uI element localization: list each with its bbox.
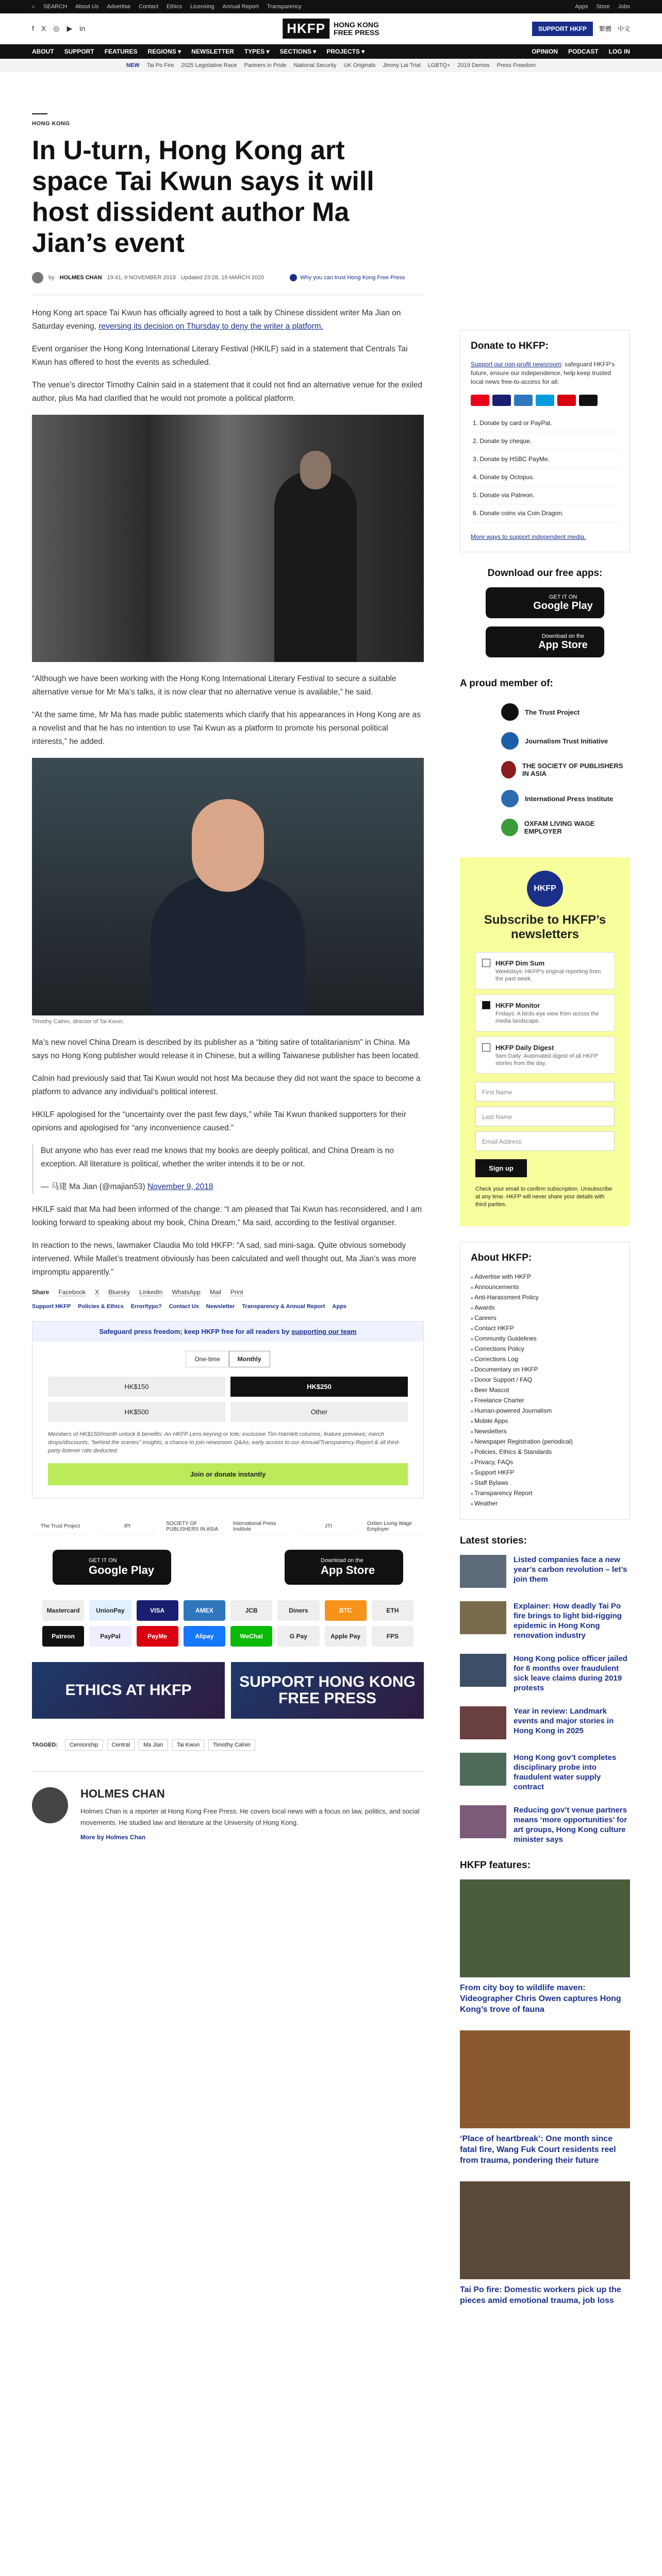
partner-logo[interactable]: JTI	[300, 1519, 357, 1534]
partner-logos	[32, 1519, 424, 1534]
member-logo[interactable]: International Press Institute	[460, 784, 630, 813]
amount-option-selected[interactable]: HK$250	[230, 1377, 408, 1397]
apple-pay-icon	[579, 395, 598, 406]
paragraph: In reaction to the news, lawmaker Claudia Mo told HKFP: “A sad, sad mini-saga. Quite obvious somebody intervened. While Mallet’s treatment obviously has been calculated and well thought out, Ma Jian’s was more impromptu apparently.”	[32, 1241, 417, 1277]
google-pay-icon: G Pay	[277, 1626, 319, 1647]
donate-option[interactable]: 6. Donate coins via Coin Dragon.	[471, 504, 619, 522]
youtube-icon[interactable]: ▶	[67, 24, 73, 32]
sidebar-heading: About HKFP:	[471, 1252, 532, 1263]
nav-item-podcast[interactable]: PODCAST	[568, 48, 599, 55]
paragraph: Ma’s new novel China Dream is described by its publisher as a “biting satire of totalitarianism” in China. Ma says no Hong Kong publisher would release it in Chinese, but a willing Taiwanese publisher has been located.	[32, 1038, 420, 1060]
language-switch-secondary[interactable]: 中文	[617, 25, 630, 32]
story-thumbnail	[460, 1555, 506, 1588]
tweet-signature: — 马建 Ma Jian (@majian53) November 9, 2018	[41, 1182, 213, 1191]
topbar-link-store[interactable]: Store	[596, 4, 610, 10]
trending-item[interactable]: Press Freedom	[496, 62, 536, 69]
share-print[interactable]: Print	[230, 1289, 243, 1296]
social-links	[32, 24, 85, 33]
trending-item[interactable]: 2019 Demos	[457, 62, 490, 69]
trending-item[interactable]: LGBTQ+	[427, 62, 451, 69]
trust-link[interactable]: Why you can trust Hong Kong Free Press	[290, 274, 405, 281]
share-facebook[interactable]: Facebook	[58, 1289, 86, 1296]
inline-link[interactable]: reversing its decision on Thursday to deny the writer a platform.	[98, 322, 323, 331]
paragraph: Event organiser the Hong Kong International Literary Festival (HKILF) said in a statement that Centrals Tai Kwun has offered to host the events as scheduled.	[32, 345, 408, 367]
paypal-icon	[536, 395, 554, 406]
main-nav	[0, 44, 662, 59]
nav-item-login[interactable]: LOG IN	[608, 48, 630, 55]
sidebar-heading: HKFP features:	[460, 1860, 531, 1871]
share-bluesky[interactable]: Bluesky	[108, 1289, 130, 1296]
search-icon[interactable]: ⌕	[32, 3, 36, 10]
paragraph: Hong Kong art space Tai Kwun has officially agreed to host a talk by Chinese dissident writer Ma Jian on Saturday evening, reversing its decision on Thursday to deny the writer a platform.	[32, 309, 401, 331]
nav-item-projects[interactable]: PROJECTS ▾	[326, 48, 365, 55]
trending-item[interactable]: 2025 Legislative Race	[181, 62, 237, 69]
feature-item[interactable]: Tai Po fire: Domestic workers pick up the pieces amid emotional trauma, job loss	[460, 2181, 630, 2306]
story-thumbnail	[460, 1753, 506, 1786]
support-team-link[interactable]: supporting our team	[291, 1328, 357, 1335]
feature-image	[460, 1879, 630, 1977]
topbar-link-search[interactable]: SEARCH	[43, 4, 68, 10]
more-by-author-link[interactable]: More by Holmes Chan	[80, 1834, 146, 1841]
nav-item-sections[interactable]: SECTIONS ▾	[279, 48, 317, 55]
nav-item-support[interactable]: SUPPORT	[64, 48, 94, 55]
trending-item[interactable]: Jimmy Lai Trial	[383, 62, 421, 69]
topbar-link-jobs[interactable]: Jobs	[618, 4, 630, 10]
story-thumbnail	[460, 1654, 506, 1687]
about-link[interactable]: ■ Corrections Log	[471, 1354, 619, 1365]
support-links	[32, 1303, 424, 1310]
byline	[32, 272, 424, 283]
about-link[interactable]: ■ Anti-Harassment Policy	[471, 1293, 619, 1303]
amount-options	[32, 1377, 423, 1422]
figure-head	[300, 451, 331, 489]
about-link[interactable]: ■ Documentary on HKFP	[471, 1365, 619, 1375]
newsletter-option[interactable]: HKFP Monitor Fridays: A birds-eye view from across the media landscape.	[475, 994, 615, 1031]
section-label[interactable]: HONG KONG	[32, 121, 70, 127]
story-thumbnail	[460, 1805, 506, 1838]
feature-image	[460, 2030, 630, 2128]
partner-logo[interactable]: International Press Institute	[233, 1519, 290, 1534]
sidebar-heading: Latest stories:	[460, 1535, 527, 1546]
trust-icon	[290, 274, 297, 281]
masthead-actions	[532, 22, 630, 36]
masthead	[0, 13, 662, 44]
story-item[interactable]: Year in review: Landmark events and major stories in Hong Kong in 2025	[460, 1706, 630, 1739]
last-name-field[interactable]: Last Name	[475, 1107, 615, 1126]
nav-item-types[interactable]: TYPES ▾	[244, 48, 270, 55]
language-switch[interactable]: 繁體	[599, 25, 611, 32]
tag[interactable]: Tai Kwun	[172, 1739, 205, 1751]
tag-list	[32, 1739, 424, 1751]
bitcoin-icon: BTC	[325, 1600, 367, 1621]
paragraph: “Although we have been working with the Hong Kong International Literary Festival to secure a suitable alternative venue for Mr Ma’s talks, it is now clear that no alternative venue is available,” he said.	[32, 674, 396, 697]
topbar-link-advertise[interactable]: Advertise	[107, 4, 131, 10]
story-item[interactable]: Reducing gov’t venue partners means ‘more opportunities’ for art groups, Hong Kong culture minister says	[460, 1805, 630, 1844]
facebook-icon[interactable]: f	[32, 24, 34, 32]
google-play-button[interactable]: GET IT ON Google Play	[486, 587, 604, 618]
figure-head	[192, 799, 264, 892]
paragraph: HKILF said that Ma had been informed of the change: “I am pleased that Tai Kwun has reconsidered, and I am looking forward to speaking about my book, China Dream,” Ma said, according to the festival organiser.	[32, 1205, 422, 1227]
support-link[interactable]: Support HKFP	[32, 1303, 71, 1310]
newsletter-signup	[460, 857, 630, 1226]
about-link[interactable]: ■ Contact HKFP	[471, 1324, 619, 1334]
x-icon[interactable]: X	[41, 24, 46, 32]
google-play-button[interactable]: GET IT ON Google Play	[53, 1550, 171, 1585]
alipay-icon: Alipay	[184, 1626, 225, 1647]
sidebar	[460, 72, 630, 2321]
logo-text: HONG KONG FREE PRESS	[334, 20, 379, 37]
donate-widget-header: Safeguard press freedom; keep HKFP free for all readers by supporting our team	[32, 1321, 423, 1342]
about-link[interactable]: ■ Human-powered Journalism	[471, 1406, 619, 1416]
checkbox[interactable]	[482, 959, 490, 967]
jcb-icon: JCB	[230, 1600, 272, 1621]
donate-option[interactable]: 4. Donate by Octopus.	[471, 468, 619, 486]
paypal-icon: PayPal	[89, 1626, 131, 1647]
article	[32, 72, 424, 1841]
frequency-toggle	[32, 1351, 423, 1367]
unionpay-icon: UnionPay	[89, 1600, 131, 1621]
story-thumbnail	[460, 1601, 506, 1634]
newsletter-option[interactable]: HKFP Dim Sum Weekdays: HKFP’s original reporting from the past week.	[475, 952, 615, 989]
about-link[interactable]: ■ Corrections Policy	[471, 1344, 619, 1354]
support-hkfp-button[interactable]: SUPPORT HKFP	[532, 22, 593, 36]
donate-widget	[32, 1321, 424, 1498]
trending-item[interactable]: Partners in Pride	[244, 62, 287, 69]
app-store-button[interactable]: Download on the App Store	[285, 1550, 403, 1585]
share-bar	[32, 1289, 424, 1296]
paragraph: Calnin had previously said that Tai Kwun would not host Ma because they did not want the space to become a platform to advance any individual’s political interest.	[32, 1074, 421, 1096]
tag-label: TAGGED:	[32, 1742, 58, 1748]
amex-icon: AMEX	[184, 1600, 225, 1621]
sidebar-heading: Donate to HKFP:	[471, 341, 549, 351]
payme-icon: PayMe	[137, 1626, 178, 1647]
support-banner[interactable]: SUPPORT HONG KONG FREE PRESS	[231, 1662, 424, 1719]
share-label: Share	[32, 1289, 49, 1296]
checkbox-checked[interactable]	[482, 1001, 490, 1009]
member-logo[interactable]: OXFAM LIVING WAGE EMPLOYER	[460, 813, 630, 842]
tweet-text: But anyone who has ever read me knows that my books are deeply political, and China Dream is no exception. All literature is political, whether the writer intends it to be or not.	[41, 1146, 394, 1168]
instagram-icon[interactable]: ◎	[53, 24, 60, 32]
hkfp-features	[460, 1860, 630, 2306]
donate-option[interactable]: 1. Donate by card or PayPal.	[471, 414, 619, 432]
partner-logo[interactable]: The Trust Project	[32, 1519, 89, 1534]
about-link[interactable]: ■ Community Guidelines	[471, 1334, 619, 1344]
about-box	[460, 1242, 630, 1520]
topbar-link-annual-report[interactable]: Annual Report	[222, 4, 259, 10]
amount-option[interactable]: HK$150	[48, 1377, 225, 1397]
trending-label: NEW	[126, 62, 140, 69]
frequency-one-time[interactable]: One-time	[186, 1351, 228, 1367]
about-link[interactable]: ■ Announcements	[471, 1282, 619, 1293]
diners-icon: Diners	[277, 1600, 319, 1621]
app-buttons	[32, 1550, 424, 1585]
member-logo[interactable]: The Trust Project	[460, 698, 630, 726]
story-item[interactable]: Explainer: How deadly Tai Po fire brings to light bid-rigging epidemic in Hong Kong renovation industry	[460, 1601, 630, 1640]
about-link[interactable]: ■ Freelance Charter	[471, 1396, 619, 1406]
support-link[interactable]: Newsletter	[206, 1303, 235, 1310]
byline-author[interactable]: HOLMES CHAN	[59, 275, 102, 281]
publish-date: 19:41, 9 NOVEMBER 2018	[107, 275, 176, 281]
author-name[interactable]: HOLMES CHAN	[80, 1787, 165, 1800]
article-headline: In U-turn, Hong Kong art space Tai Kwun says it will host dissident author Ma Jian’s event	[32, 135, 374, 258]
sidebar-heading: Download our free apps:	[487, 568, 603, 579]
trending-item[interactable]: Tai Po Fire	[146, 62, 174, 69]
about-link[interactable]: ■ Privacy, FAQs	[471, 1458, 619, 1468]
nonprofit-link[interactable]: Support our non-profit newsroom	[471, 361, 561, 368]
membership-description: Members of HK$150/month unlock 8 benefits: An HKFP Lens keyring or tote; exclusive Tim Hamlett columns; feature previews; merch drops/discounts; "behind the scenes" insights; a chance to join newsroom Q&As; early access to our Annual/Transparency Report & all third-party listener rate deducted.	[48, 1431, 400, 1454]
article-photo-ma-jian	[32, 415, 424, 662]
fps-icon: FPS	[372, 1626, 413, 1647]
payme-icon	[557, 395, 576, 406]
trending-item[interactable]: National Security	[293, 62, 337, 69]
share-whatsapp[interactable]: WhatsApp	[172, 1289, 201, 1296]
updated-date: Updated 23:28, 19 MARCH 2020	[180, 275, 264, 281]
story-thumbnail	[460, 1706, 506, 1739]
section-rule	[32, 113, 47, 114]
donate-sidebar-box	[460, 330, 630, 552]
author-box	[32, 1771, 424, 1841]
logo-mark: HKFP	[283, 19, 329, 39]
app-store-button[interactable]: Download on the App Store	[486, 626, 604, 657]
about-link[interactable]: ■ Staff Bylaws	[471, 1478, 619, 1488]
mastercard-icon	[471, 395, 489, 406]
share-linkedin[interactable]: LinkedIn	[139, 1289, 163, 1296]
trending-bar	[0, 59, 662, 72]
figure	[151, 876, 305, 1015]
trending-item[interactable]: UK Originals	[343, 62, 376, 69]
story-item[interactable]: Listed companies face a new year’s carbon revolution – let’s join them	[460, 1555, 630, 1588]
donate-option[interactable]: 5. Donate via Patreon.	[471, 486, 619, 504]
support-link[interactable]: Apps	[332, 1303, 346, 1310]
figure	[274, 471, 357, 662]
frequency-monthly[interactable]: Monthly	[229, 1351, 270, 1367]
tag[interactable]: Central	[107, 1739, 135, 1751]
paragraph: “At the same time, Mr Ma has made public statements which clarify that his appearances in Hong Kong are as a novelist and that he has no intention to use Tai Kwun as a platform to promote his personal political interests,” he added.	[32, 710, 421, 746]
newsletter-logo: HKFP	[527, 871, 563, 907]
visa-icon: VISA	[137, 1600, 178, 1621]
article-photo-calnin	[32, 758, 424, 1015]
feature-item[interactable]: ‘Place of heartbreak’: One month since fatal fire, Wang Fuk Court residents reel from trauma, pondering their future	[460, 2030, 630, 2166]
patreon-icon: Patreon	[42, 1626, 84, 1647]
tweet-date-link[interactable]: November 9, 2018	[147, 1182, 213, 1191]
newsletter-title: Subscribe to HKFP’s newsletters	[484, 913, 606, 941]
sidebar-heading: A proud member of:	[460, 678, 553, 689]
nav-item-regions[interactable]: REGIONS ▾	[147, 48, 181, 55]
author-info	[80, 1787, 424, 1841]
about-link[interactable]: ■ Careers	[471, 1313, 619, 1324]
embedded-tweet	[32, 1144, 424, 1194]
topbar-link-transparency[interactable]: Transparency	[267, 4, 302, 10]
more-ways-link[interactable]: More ways to support independent media.	[471, 533, 586, 540]
about-link[interactable]: ■ Weather	[471, 1499, 619, 1509]
wechat-pay-icon: WeChat	[230, 1626, 272, 1647]
about-link[interactable]: ■ Policies, Ethics & Standards	[471, 1447, 619, 1458]
story-item[interactable]: Hong Kong gov’t completes disciplinary probe into fraudulent water supply contract	[460, 1753, 630, 1792]
linkedin-icon[interactable]: in	[79, 24, 86, 32]
payment-methods	[32, 1600, 424, 1647]
paragraph: HKILF apologised for the “uncertainty over the past few days,” while Tai Kwun thanked supporters for their opinions and apologised for “any inconvenience caused.”	[32, 1110, 407, 1132]
about-link[interactable]: ■ Support HKFP	[471, 1468, 619, 1478]
about-link[interactable]: ■ Transparency Report	[471, 1488, 619, 1499]
signup-button[interactable]: Sign up	[475, 1159, 527, 1177]
nav-item-about[interactable]: ABOUT	[32, 48, 54, 55]
member-logo[interactable]: Journalism Trust Initiative	[460, 726, 630, 755]
amex-icon	[514, 395, 533, 406]
tag[interactable]: Censorship	[65, 1739, 103, 1751]
partner-logo[interactable]: SOCIETY OF PUBLISHERS IN ASIA	[166, 1519, 223, 1534]
byline-by: by	[48, 275, 55, 281]
topbar-link-apps[interactable]: Apps	[575, 4, 588, 10]
latest-stories	[460, 1535, 630, 1844]
author-avatar	[32, 272, 43, 283]
about-link[interactable]: ■ Advertise with HKFP	[471, 1272, 619, 1282]
topbar-link-ethics[interactable]: Ethics	[167, 4, 183, 10]
topbar-link-contact[interactable]: Contact	[139, 4, 159, 10]
tag[interactable]: Ma Jian	[139, 1739, 168, 1751]
apple-pay-icon: Apple Pay	[325, 1626, 367, 1647]
topbar-link-about[interactable]: About Us	[75, 4, 99, 10]
checkbox[interactable]	[482, 1043, 490, 1052]
amount-option[interactable]: HK$500	[48, 1402, 225, 1422]
promo-banners	[32, 1662, 424, 1719]
newsletter-fineprint: Check your email to confirm subscription. Unsubscribe at any time. HKFP will never share your details with third parties.	[475, 1186, 613, 1208]
email-field[interactable]: Email Address	[475, 1131, 615, 1151]
newsletter-option[interactable]: HKFP Daily Digest 9am Daily: Automated digest of all HKFP stories from the day.	[475, 1037, 615, 1074]
join-donate-button[interactable]: Join or donate instantly	[48, 1463, 408, 1485]
about-link[interactable]: ■ Donor Support / FAQ	[471, 1375, 619, 1385]
donate-intro: Support our non-profit newsroom: safeguard HKFP’s future, ensure our independence, help keep trusted local news free-to-access for all.	[471, 361, 615, 385]
about-list	[471, 1272, 619, 1509]
member-of	[460, 678, 630, 842]
share-x[interactable]: X	[95, 1289, 100, 1296]
amount-option-other[interactable]: Other	[230, 1402, 408, 1422]
donate-option[interactable]: 3. Donate by HSBC PayMe.	[471, 450, 619, 468]
support-link[interactable]: Policies & Ethics	[78, 1303, 124, 1310]
support-link[interactable]: Transparency & Annual Report	[242, 1303, 325, 1310]
nav-item-features[interactable]: FEATURES	[104, 48, 138, 55]
story-item[interactable]: Hong Kong police officer jailed for 6 months over fraudulent sick leave claims during 2019 protests	[460, 1654, 630, 1693]
support-link[interactable]: Contact Us	[169, 1303, 199, 1310]
ethics-banner[interactable]: ETHICS AT HKFP	[32, 1662, 225, 1719]
tag[interactable]: Timothy Calnin	[208, 1739, 255, 1751]
donate-option[interactable]: 2. Donate by cheque.	[471, 432, 619, 450]
about-link[interactable]: ■ Awards	[471, 1303, 619, 1313]
mastercard-icon: Mastercard	[42, 1600, 84, 1621]
topbar-link-licensing[interactable]: Licensing	[190, 4, 214, 10]
nav-item-newsletter[interactable]: NEWSLETTER	[191, 48, 234, 55]
about-link[interactable]: ■ Newsletters	[471, 1427, 619, 1437]
feature-image	[460, 2181, 630, 2279]
partner-logo[interactable]: IPI	[99, 1519, 156, 1534]
utility-bar	[0, 0, 662, 13]
member-logo[interactable]: THE SOCIETY OF PUBLISHERS IN ASIA	[460, 755, 630, 784]
support-link[interactable]: Error/typo?	[130, 1303, 162, 1310]
article-body	[32, 307, 424, 1279]
ethereum-icon: ETH	[372, 1600, 413, 1621]
partner-logo[interactable]: Oxfam Living Wage Employer	[367, 1519, 424, 1534]
paragraph: The venue’s director Timothy Calnin said in a statement that it could not find an alternative venue for the exiled author, plus Ma had clarified that he would not promote a political platform.	[32, 381, 423, 403]
nav-item-opinion[interactable]: OPINION	[532, 48, 558, 55]
photo-caption: Timothy Calnin, director of Tai Kwun.	[32, 1019, 124, 1025]
share-mail[interactable]: Mail	[209, 1289, 221, 1296]
author-bio: Holmes Chan is a reporter at Hong Kong Free Press. He covers local news with a focus on law, politics, and social movements. He studied law and literature at the University of Hong Kong.	[80, 1807, 420, 1826]
about-link[interactable]: ■ Newspaper Registration (periodical)	[471, 1437, 619, 1447]
author-photo	[32, 1787, 68, 1823]
first-name-field[interactable]: First Name	[475, 1082, 615, 1101]
visa-icon	[492, 395, 511, 406]
feature-item[interactable]: From city boy to wildlife maven: Videographer Chris Owen captures Hong Kong’s trove of fauna	[460, 1879, 630, 2015]
apps-sidebar	[460, 568, 630, 657]
card-icons	[471, 395, 619, 406]
about-link[interactable]: ■ Mobile Apps	[471, 1416, 619, 1427]
about-link[interactable]: ■ Beer Mascot	[471, 1385, 619, 1396]
site-logo[interactable]	[283, 19, 379, 39]
